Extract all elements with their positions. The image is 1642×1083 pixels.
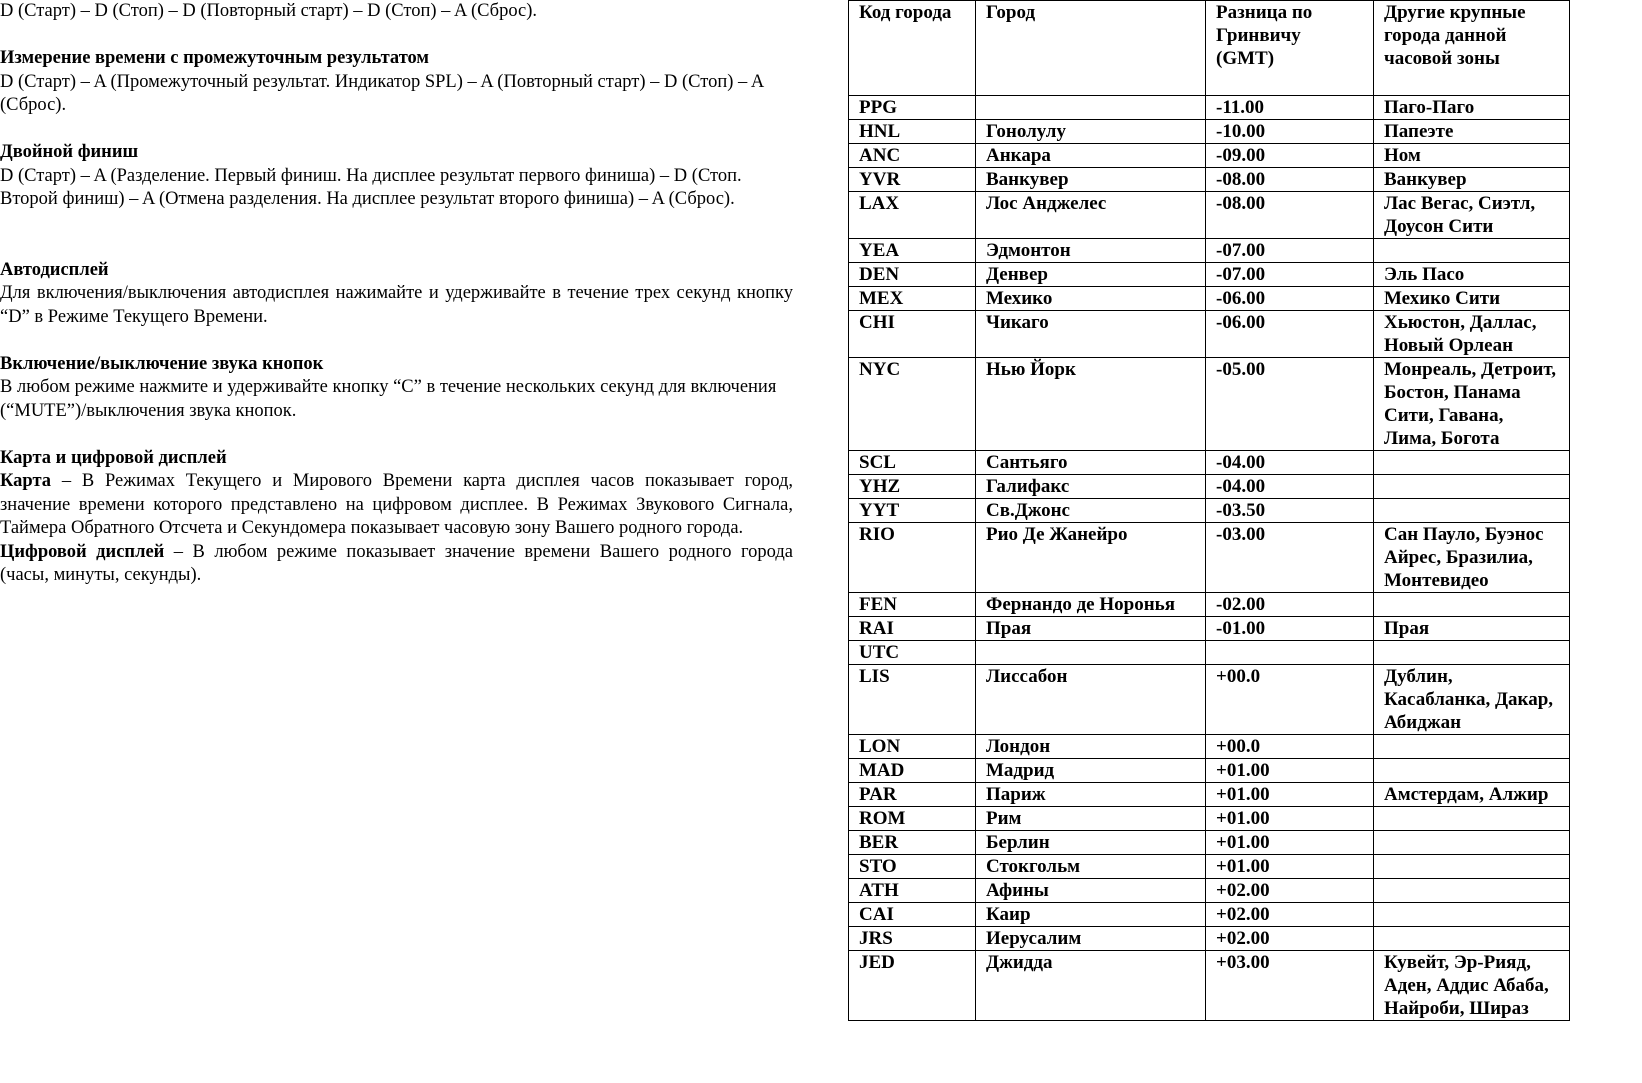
table-row bbox=[849, 903, 1570, 927]
cell-other-cities bbox=[1374, 593, 1570, 617]
cell-city: Каир bbox=[976, 903, 1206, 927]
cell-gmt-offset: -06.00 bbox=[1206, 311, 1374, 358]
city-codes-table-wrapper bbox=[848, 0, 1570, 1021]
digital-display-label: Цифровой дисплей bbox=[0, 541, 165, 562]
cell-gmt-offset: +03.00 bbox=[1206, 951, 1374, 1021]
cell-other-cities bbox=[1374, 475, 1570, 499]
cell-gmt-offset: +02.00 bbox=[1206, 927, 1374, 951]
cell-city-code: YVR bbox=[849, 168, 976, 192]
cell-city-code: STO bbox=[849, 855, 976, 879]
cell-city-code: PAR bbox=[849, 783, 976, 807]
spacer bbox=[0, 329, 793, 353]
table-row bbox=[849, 96, 1570, 120]
cell-other-cities bbox=[1374, 499, 1570, 523]
cell-other-cities bbox=[1374, 735, 1570, 759]
map-paragraph bbox=[0, 470, 793, 541]
cell-other-cities: Сан Пауло, Буэнос Айрес, Бразилиа, Монтевидео bbox=[1374, 523, 1570, 593]
cell-gmt-offset: -11.00 bbox=[1206, 96, 1374, 120]
cell-other-cities: Амстердам, Алжир bbox=[1374, 783, 1570, 807]
cell-city-code: PPG bbox=[849, 96, 976, 120]
cell-other-cities: Мехико Сити bbox=[1374, 287, 1570, 311]
cell-other-cities bbox=[1374, 807, 1570, 831]
cell-city-code: CAI bbox=[849, 903, 976, 927]
cell-city: Рим bbox=[976, 807, 1206, 831]
cell-city bbox=[976, 641, 1206, 665]
button-sound-text: В любом режиме нажмите и удерживайте кнопку “C” в течение нескольких секунд для включения (“MUTE”)/выключения звука кнопок. bbox=[0, 377, 777, 421]
cell-city-code: RAI bbox=[849, 617, 976, 641]
cell-other-cities bbox=[1374, 831, 1570, 855]
table-row bbox=[849, 735, 1570, 759]
table-row bbox=[849, 593, 1570, 617]
cell-gmt-offset: -03.50 bbox=[1206, 499, 1374, 523]
header-city: Город bbox=[976, 1, 1206, 96]
digital-display-paragraph bbox=[0, 541, 793, 588]
cell-other-cities: Хьюстон, Даллас, Новый Орлеан bbox=[1374, 311, 1570, 358]
cell-city: Анкара bbox=[976, 144, 1206, 168]
city-codes-table bbox=[848, 0, 1570, 1021]
cell-city: Гонолулу bbox=[976, 120, 1206, 144]
cell-other-cities: Прая bbox=[1374, 617, 1570, 641]
cell-city: Чикаго bbox=[976, 311, 1206, 358]
cell-city-code: ATH bbox=[849, 879, 976, 903]
cell-city-code: MAD bbox=[849, 759, 976, 783]
cell-other-cities: Паго-Паго bbox=[1374, 96, 1570, 120]
cell-city-code: LAX bbox=[849, 192, 976, 239]
cell-city-code: SCL bbox=[849, 451, 976, 475]
cell-other-cities bbox=[1374, 855, 1570, 879]
cell-city: Св.Джонс bbox=[976, 499, 1206, 523]
cell-city-code: JRS bbox=[849, 927, 976, 951]
spacer bbox=[0, 423, 793, 447]
cell-other-cities bbox=[1374, 239, 1570, 263]
table-row bbox=[849, 807, 1570, 831]
cell-city: Лос Анджелес bbox=[976, 192, 1206, 239]
cell-city bbox=[976, 96, 1206, 120]
table-row bbox=[849, 120, 1570, 144]
cell-city: Ванкувер bbox=[976, 168, 1206, 192]
cell-other-cities: Лас Вегас, Сиэтл, Доусон Сити bbox=[1374, 192, 1570, 239]
cell-other-cities bbox=[1374, 903, 1570, 927]
cell-gmt-offset: +01.00 bbox=[1206, 831, 1374, 855]
cell-city-code: LIS bbox=[849, 665, 976, 735]
cell-gmt-offset: +01.00 bbox=[1206, 855, 1374, 879]
table-header-row bbox=[849, 1, 1570, 96]
cell-city-code: FEN bbox=[849, 593, 976, 617]
cell-city-code: JED bbox=[849, 951, 976, 1021]
table-row bbox=[849, 641, 1570, 665]
table-row bbox=[849, 192, 1570, 239]
cell-other-cities: Кувейт, Эр-Рияд, Аден, Аддис Абаба, Найроби, Шираз bbox=[1374, 951, 1570, 1021]
autodisplay-text: Для включения/выключения автодисплея нажимайте и удерживайте в течение трех секунд кнопку “D” в Режиме Текущего Времени. bbox=[0, 283, 793, 327]
cell-gmt-offset: -07.00 bbox=[1206, 263, 1374, 287]
cell-city-code: YHZ bbox=[849, 475, 976, 499]
map-label: Карта bbox=[0, 471, 52, 491]
cell-gmt-offset: -08.00 bbox=[1206, 192, 1374, 239]
cell-gmt-offset: -10.00 bbox=[1206, 120, 1374, 144]
table-row bbox=[849, 927, 1570, 951]
table-row bbox=[849, 879, 1570, 903]
table-row bbox=[849, 951, 1570, 1021]
lap-heading: Измерение времени с промежуточным результатом bbox=[0, 48, 430, 68]
cell-city-code: UTC bbox=[849, 641, 976, 665]
cell-city: Рио Де Жанейро bbox=[976, 523, 1206, 593]
header-city-code: Код города bbox=[849, 1, 976, 96]
cell-city-code: YEA bbox=[849, 239, 976, 263]
cell-gmt-offset: -02.00 bbox=[1206, 593, 1374, 617]
map-display-heading: Карта и цифровой дисплей bbox=[0, 447, 227, 468]
cell-other-cities: Папеэте bbox=[1374, 120, 1570, 144]
cell-other-cities bbox=[1374, 451, 1570, 475]
cell-city: Джидда bbox=[976, 951, 1206, 1021]
cell-gmt-offset: +01.00 bbox=[1206, 807, 1374, 831]
cell-city: Париж bbox=[976, 783, 1206, 807]
button-sound-heading: Включение/выключение звука кнопок bbox=[0, 353, 324, 374]
cell-other-cities: Ном bbox=[1374, 144, 1570, 168]
table-row bbox=[849, 759, 1570, 783]
table-row bbox=[849, 263, 1570, 287]
cell-city: Афины bbox=[976, 879, 1206, 903]
stopwatch-sequence: D (Старт) – D (Стоп) – D (Повторный старт) – D (Стоп) – A (Сброс). bbox=[0, 1, 538, 21]
table-row bbox=[849, 144, 1570, 168]
cell-other-cities: Монреаль, Детроит, Бостон, Панама Сити, Гавана, Лима, Богота bbox=[1374, 358, 1570, 451]
autodisplay-heading: Автодисплей bbox=[0, 259, 109, 280]
cell-gmt-offset bbox=[1206, 641, 1374, 665]
cell-gmt-offset: -01.00 bbox=[1206, 617, 1374, 641]
cell-other-cities bbox=[1374, 759, 1570, 783]
cell-gmt-offset: +01.00 bbox=[1206, 783, 1374, 807]
spacer bbox=[0, 212, 793, 259]
cell-city: Лиссабон bbox=[976, 665, 1206, 735]
cell-city: Нью Йорк bbox=[976, 358, 1206, 451]
cell-city: Берлин bbox=[976, 831, 1206, 855]
cell-other-cities: Эль Пасо bbox=[1374, 263, 1570, 287]
cell-other-cities bbox=[1374, 927, 1570, 951]
cell-city-code: HNL bbox=[849, 120, 976, 144]
table-row bbox=[849, 168, 1570, 192]
cell-city-code: ANC bbox=[849, 144, 976, 168]
cell-city-code: LON bbox=[849, 735, 976, 759]
table-row bbox=[849, 665, 1570, 735]
table-row bbox=[849, 451, 1570, 475]
cell-gmt-offset: -06.00 bbox=[1206, 287, 1374, 311]
table-row bbox=[849, 831, 1570, 855]
cell-gmt-offset: -08.00 bbox=[1206, 168, 1374, 192]
cell-other-cities: Дублин, Касабланка, Дакар, Абиджан bbox=[1374, 665, 1570, 735]
cell-gmt-offset: -05.00 bbox=[1206, 358, 1374, 451]
cell-other-cities bbox=[1374, 641, 1570, 665]
cell-city-code: MEX bbox=[849, 287, 976, 311]
digital-display-text: – В любом режиме показывает значение времени Вашего родного города (часы, минуты, секунды). bbox=[0, 541, 793, 585]
cell-city-code: DEN bbox=[849, 263, 976, 287]
cell-other-cities bbox=[1374, 879, 1570, 903]
cell-other-cities: Ванкувер bbox=[1374, 168, 1570, 192]
cell-city: Галифакс bbox=[976, 475, 1206, 499]
instructions-column bbox=[0, 0, 793, 588]
cell-city: Лондон bbox=[976, 735, 1206, 759]
cell-city: Прая bbox=[976, 617, 1206, 641]
spacer bbox=[0, 118, 793, 142]
cell-city-code: CHI bbox=[849, 311, 976, 358]
table-row bbox=[849, 783, 1570, 807]
cell-gmt-offset: +01.00 bbox=[1206, 759, 1374, 783]
table-row bbox=[849, 287, 1570, 311]
cell-gmt-offset: +00.0 bbox=[1206, 665, 1374, 735]
cell-city-code: BER bbox=[849, 831, 976, 855]
cell-city: Мехико bbox=[976, 287, 1206, 311]
table-row bbox=[849, 617, 1570, 641]
cell-gmt-offset: +02.00 bbox=[1206, 879, 1374, 903]
table-row bbox=[849, 523, 1570, 593]
table-row bbox=[849, 311, 1570, 358]
cell-city: Стокгольм bbox=[976, 855, 1206, 879]
table-row bbox=[849, 239, 1570, 263]
cell-city-code: YYT bbox=[849, 499, 976, 523]
cell-gmt-offset: -09.00 bbox=[1206, 144, 1374, 168]
cell-city-code: NYC bbox=[849, 358, 976, 451]
cell-city-code: RIO bbox=[849, 523, 976, 593]
cell-gmt-offset: +00.0 bbox=[1206, 735, 1374, 759]
table-row bbox=[849, 475, 1570, 499]
header-gmt-offset: Разница по Гринвичу (GMT) bbox=[1206, 1, 1374, 96]
cell-city-code: ROM bbox=[849, 807, 976, 831]
cell-gmt-offset: -07.00 bbox=[1206, 239, 1374, 263]
table-row bbox=[849, 358, 1570, 451]
double-finish-heading: Двойной финиш bbox=[0, 142, 139, 162]
cell-gmt-offset: -04.00 bbox=[1206, 475, 1374, 499]
cell-city: Фернандо де Норонья bbox=[976, 593, 1206, 617]
cell-gmt-offset: -04.00 bbox=[1206, 451, 1374, 475]
map-text: – В Режимах Текущего и Мирового Времени карта дисплея часов показывает город, значение времени которого представлено на цифровом дисплее. В Режимах Звукового Сигнала, Таймера Обратного Отсчета и Секундомера показывает часовую зону Вашего родного города. bbox=[0, 471, 793, 538]
cell-city: Денвер bbox=[976, 263, 1206, 287]
cell-city: Иерусалим bbox=[976, 927, 1206, 951]
cell-city: Сантьяго bbox=[976, 451, 1206, 475]
cell-city: Мадрид bbox=[976, 759, 1206, 783]
table-row bbox=[849, 499, 1570, 523]
lap-text: D (Старт) – A (Промежуточный результат. Индикатор SPL) – A (Повторный старт) – D (Стоп) – A (Сброс). bbox=[0, 71, 764, 115]
double-finish-text: D (Старт) – A (Разделение. Первый финиш. На дисплее результат первого финиша) – D (Стоп. Второй финиш) – A (Отмена разделения. На дисплее результат второго финиша) – A (Сброс). bbox=[0, 165, 742, 209]
table-row bbox=[849, 855, 1570, 879]
cell-city: Эдмонтон bbox=[976, 239, 1206, 263]
cell-gmt-offset: -03.00 bbox=[1206, 523, 1374, 593]
cell-gmt-offset: +02.00 bbox=[1206, 903, 1374, 927]
spacer bbox=[0, 24, 793, 48]
header-other-cities: Другие крупные города данной часовой зоны bbox=[1374, 1, 1570, 96]
